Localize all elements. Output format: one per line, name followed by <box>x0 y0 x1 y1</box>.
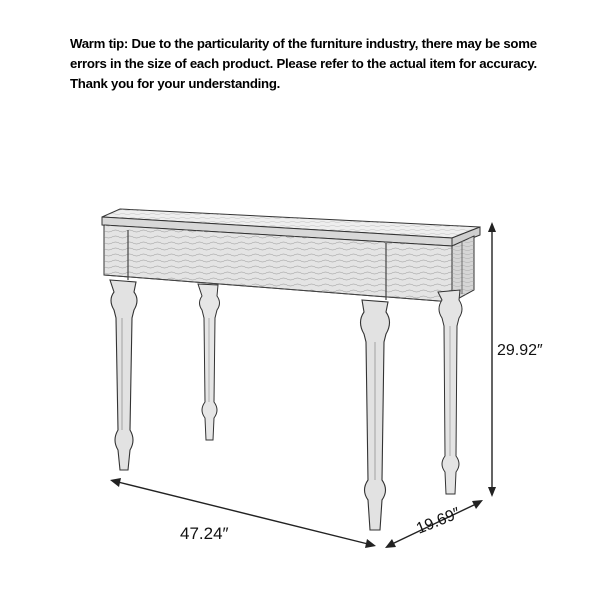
table-leg-front-left <box>110 280 137 470</box>
width-dimension-arrow <box>110 478 376 548</box>
height-dimension-arrow <box>488 222 496 497</box>
table-leg-back-right <box>438 290 462 494</box>
width-dimension-label: 47.24″ <box>180 524 229 543</box>
depth-dimension-label: 19.69″ <box>414 504 463 538</box>
table-leg-back-left <box>198 284 220 440</box>
table-leg-front-right <box>361 300 390 530</box>
warm-tip-text: Warm tip: Due to the particularity of the furniture industry, there may be some errors in the size of each product. Please refer to the actual item for accuracy. Thank you for your understanding. <box>70 36 537 91</box>
height-dimension-label: 29.92″ <box>497 342 543 359</box>
